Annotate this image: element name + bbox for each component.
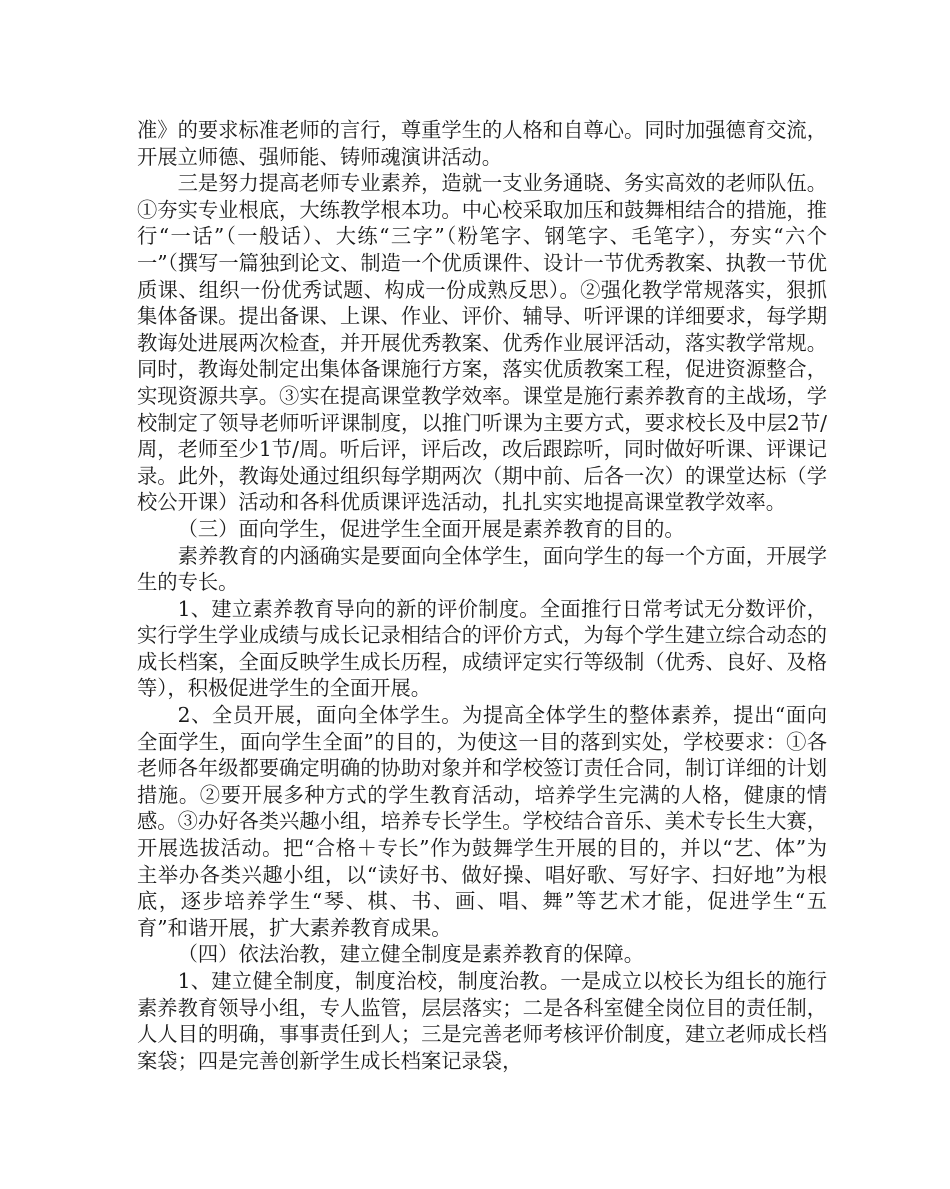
paragraph-evaluation-system: 1、建立素养教育导向的新的评价制度。全面推行日常考试无分数评价，实行学生学业成绩与成长记录相结合的评价方式，为每个学生建立综合动态的成长档案，全面反映学生成长历程，成绩评定实行等级制（优秀、良好、及格等），积极促进学生的全面开展。	[137, 596, 827, 701]
section-heading-three: （三）面向学生，促进学生全面开展是素养教育的目的。	[177, 516, 685, 541]
section-heading-four: （四）依法治教，建立健全制度是素养教育的保障。	[177, 942, 645, 967]
paragraph-all-students: 2、全员开展，面向全体学生。为提高全体学生的整体素养，提出“面向全面学生，面向学生全面”的目的，为使这一目的落到实处，学校要求：①各老师各年级都要确定明确的协助对象并和学校签订责任合同，制订详细的计划措施。②要开展多种方式的学生教育活动，培养学生完满的人格，健康的情感。③办好各类兴趣小组，培养专长学生。学校结合音乐、美术专长生大赛，开展选拔活动。把“合格＋专长”作为鼓舞学生开展的目的，并以“艺、体”为主举办各类兴趣小组，以“读好书、做好操、唱好歌、写好字、扫好地”为根底，逐步培养学生“琴、棋、书、画、唱、舞”等艺术才能，促进学生“五育”和谐开展，扩大素养教育成果。	[137, 703, 827, 940]
paragraph-system-building: 1、建立健全制度，制度治校，制度治教。一是成立以校长为组长的施行素养教育领导小组，专人监管，层层落实；二是各科室健全岗位目的责任制，人人目的明确，事事责任到人；三是完善老师考核评价制度，建立老师成长档案袋；四是完善创新学生成长档案记录袋，	[137, 969, 827, 1073]
paragraph-ethics-continuation: 准》的要求标准老师的言行，尊重学生的人格和自尊心。同时加强德育交流，开展立师德、强师能、铸师魂演讲活动。	[137, 118, 827, 169]
paragraph-teacher-quality: 三是努力提高老师专业素养，造就一支业务通晓、务实高效的老师队伍。①夯实专业根底，大练教学根本功。中心校采取加压和鼓舞相结合的措施，推行“一话”（一般话）、大练“三字”（粉笔字、钢笔字、毛笔字），夯实“六个一”（撰写一篇独到论文、制造一个优质课件、设计一节优秀教案、执教一节优质课、组织一份优秀试题、构成一份成熟反思）。②强化教学常规落实，狠抓集体备课。提出备课、上课、作业、评价、辅导、听评课的详细要求，每学期教诲处进展两次检查，并开展优秀教案、优秀作业展评活动，落实教学常规。同时，教诲处制定出集体备课施行方案，落实优质教案工程，促进资源整合，实现资源共享。③实在提高课堂教学效率。课堂是施行素养教育的主战场，学校制定了领导老师听评课制度，以推门听课为主要方式，要求校长及中层2节/周，老师至少1节/周。听后评，评后改，改后跟踪听，同时做好听课、评课记录。此外，教诲处通过组织每学期两次（期中前、后各一次）的课堂达标（学校公开课）活动和各科优质课评选活动，扎扎实实地提高课堂教学效率。	[137, 171, 827, 515]
document-page	[137, 117, 827, 1074]
paragraph-quality-education-meaning: 素养教育的内涵确实是要面向全体学生，面向学生的每一个方面，开展学生的专长。	[137, 543, 827, 595]
